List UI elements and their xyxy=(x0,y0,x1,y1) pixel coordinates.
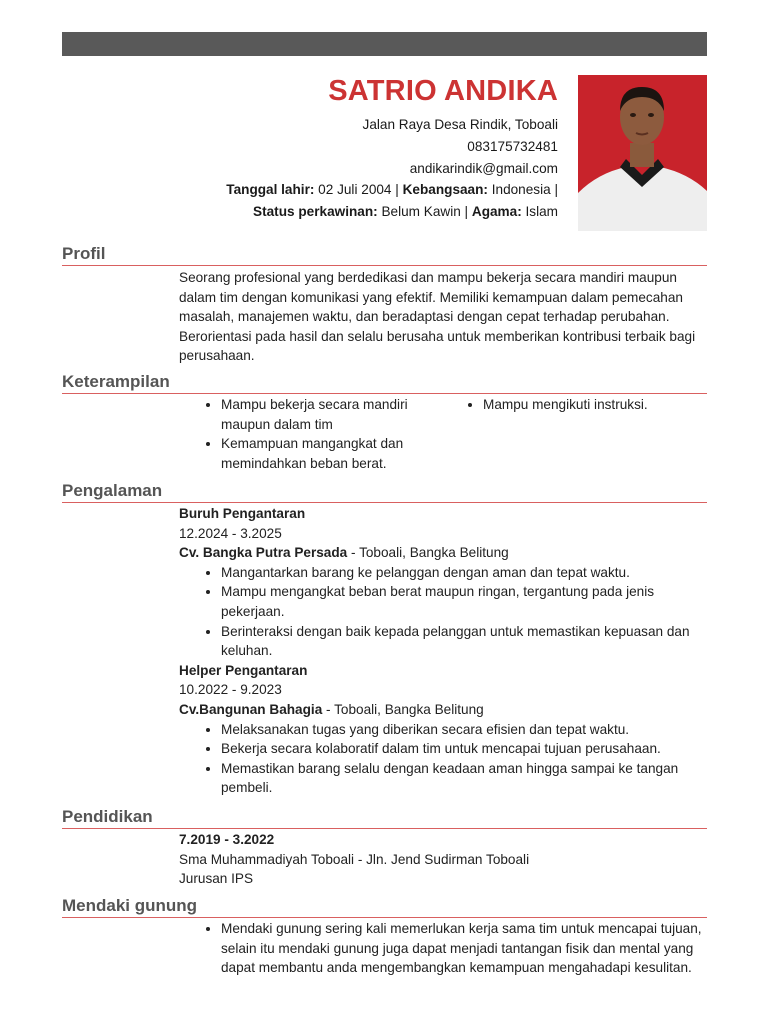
job-duties xyxy=(179,720,707,798)
job-location: - Toboali, Bangka Belitung xyxy=(322,701,484,717)
dob-label: Tanggal lahir: xyxy=(226,182,315,198)
personal-info-line-1 xyxy=(62,179,558,201)
job-duty: • Berinteraksi dengan baik kepada pelanggan untuk memastikan kepuasan dan keluhan. xyxy=(221,622,707,661)
marital-label: Status perkawinan: xyxy=(253,204,378,220)
job-duty: • Bekerja secara kolaboratif dalam tim untuk mencapai tujuan perusahaan. xyxy=(221,739,707,759)
section-title-experience: Pengalaman xyxy=(62,481,163,500)
education-period: 7.2019 - 3.2022 xyxy=(179,832,275,847)
resume-header xyxy=(62,72,558,223)
candidate-name: SATRIO ANDIKA xyxy=(328,75,558,107)
religion-value: Islam xyxy=(521,204,558,220)
email: andikarindik@gmail.com xyxy=(409,160,558,176)
section-divider xyxy=(62,393,707,394)
section-profile xyxy=(62,243,707,366)
section-divider xyxy=(62,917,707,918)
section-title-skills: Keterampilan xyxy=(62,372,170,391)
education-school: Sma Muhammadiyah Toboali - Jln. Jend Sudirman Toboali xyxy=(179,851,530,867)
nationality-label: Kebangsaan: xyxy=(402,182,488,198)
job-duty: • Mampu mengangkat beban berat maupun ringan, tergantung pada jenis pekerjaan. xyxy=(221,582,707,621)
job-duty: • Mangantarkan barang ke pelanggan dengan aman dan tepat waktu. xyxy=(221,563,707,583)
job-entry xyxy=(179,661,707,798)
hobby-list xyxy=(179,919,707,978)
job-period: 10.2022 - 9.2023 xyxy=(179,682,282,698)
skills-list-left xyxy=(179,395,441,473)
top-banner xyxy=(62,32,707,56)
hobby-item: • Mendaki gunung sering kali memerlukan kerja sama tim untuk mencapai tujuan, selain itu mendaki gunung juga dapat menjadi tantangan fisik dan mental yang dapat membantu anda mengembangkan kemampuan mengahadapi kesulitan. xyxy=(221,919,707,978)
job-entry xyxy=(179,504,707,661)
skill-item: • Kemampuan mangangkat dan memindahkan beban berat. xyxy=(221,434,441,473)
section-divider xyxy=(62,265,707,266)
phone: 083175732481 xyxy=(467,138,558,154)
job-duty: • Melaksanakan tugas yang diberikan secara efisien dan tepat waktu. xyxy=(221,720,707,740)
skills-list-right xyxy=(441,395,707,415)
job-company: Cv.Bangunan Bahagia xyxy=(179,701,323,717)
job-company-line xyxy=(179,543,707,563)
section-title-profile: Profil xyxy=(62,244,106,263)
religion-label: Agama: xyxy=(471,204,522,220)
section-divider xyxy=(62,502,707,503)
job-duty: • Memastikan barang selalu dengan keadaan aman hingga sampai ke tangan pembeli. xyxy=(221,759,707,798)
job-role: Helper Pengantaran xyxy=(179,662,308,678)
profile-photo-image xyxy=(578,75,707,231)
nationality-value: Indonesia | xyxy=(487,182,558,198)
section-hobby xyxy=(62,895,707,978)
section-skills xyxy=(62,371,707,473)
dob-value: 02 Juli 2004 | xyxy=(314,182,403,198)
skill-item: • Mampu bekerja secara mandiri maupun dalam tim xyxy=(221,395,441,434)
address: Jalan Raya Desa Rindik, Toboali xyxy=(362,117,558,132)
job-location: - Toboali, Bangka Belitung xyxy=(347,545,509,561)
section-divider xyxy=(62,828,707,829)
section-title-education: Pendidikan xyxy=(62,807,153,826)
section-education xyxy=(62,806,707,889)
profile-photo xyxy=(578,75,707,231)
section-title-hobby: Mendaki gunung xyxy=(62,896,198,915)
job-company: Cv. Bangka Putra Persada xyxy=(179,545,348,561)
job-duties xyxy=(179,563,707,661)
profile-text: Seorang profesional yang berdedikasi dan mampu bekerja secara mandiri maupun dalam tim dengan komunikasi yang efektif. Memiliki kemampuan dalam pemecahan masalah, manajemen waktu, dan beradaptasi dengan cepat terhadap perubahan. Berorientasi pada hasil dan selalu berusaha untuk memberikan kontribusi terbaik bagi perusahaan. xyxy=(179,270,696,364)
skill-item: • Mampu mengikuti instruksi. xyxy=(483,395,707,415)
job-company-line xyxy=(179,700,707,720)
marital-value: Belum Kawin | xyxy=(377,204,472,220)
job-role: Buruh Pengantaran xyxy=(179,506,306,521)
section-experience xyxy=(62,480,707,798)
personal-info-line-2 xyxy=(62,201,558,223)
education-major: Jurusan IPS xyxy=(179,871,254,887)
job-period: 12.2024 - 3.2025 xyxy=(179,525,282,541)
